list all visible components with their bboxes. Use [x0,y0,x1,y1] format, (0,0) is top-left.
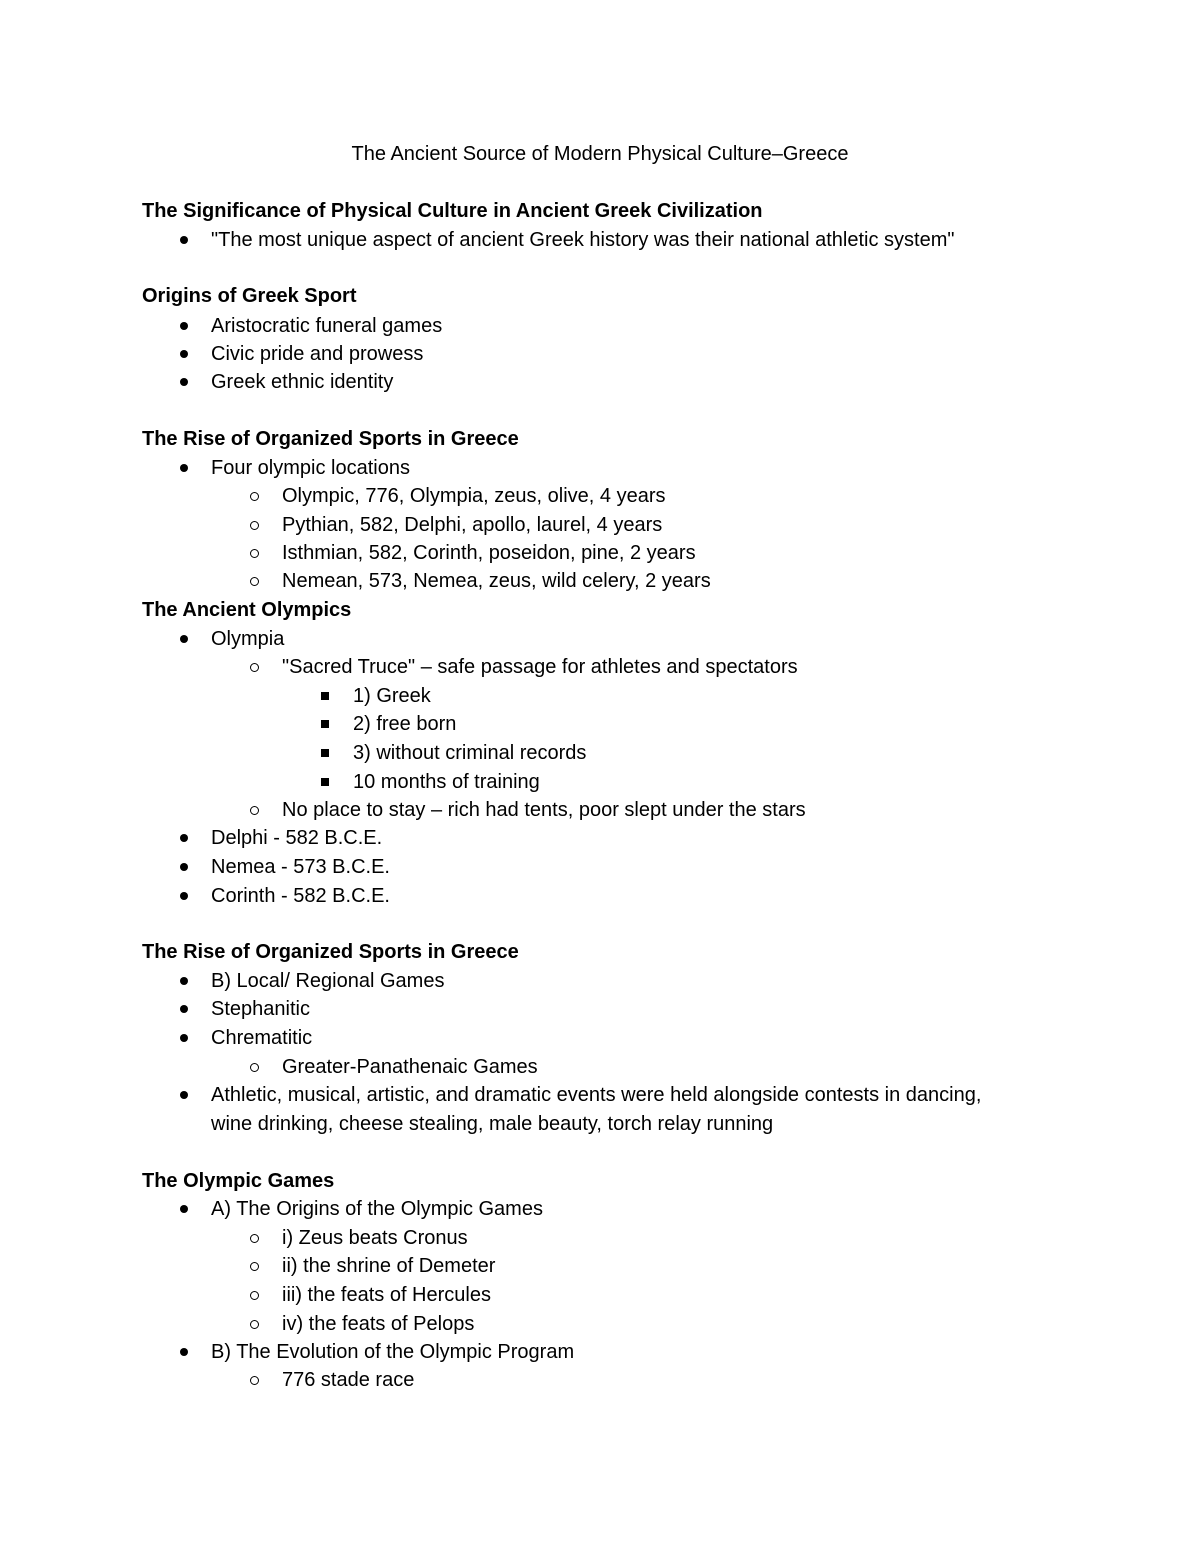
list-subitem: ii) the shrine of Demeter [282,1252,495,1280]
list-subitem: Pythian, 582, Delphi, apollo, laurel, 4 years [282,511,662,539]
bullet-disc-icon [180,1005,188,1013]
list-item: Aristocratic funeral games [211,312,442,340]
bullet-disc-icon [180,1091,188,1099]
list-item: Four olympic locations [211,454,410,482]
section-heading-significance: The Significance of Physical Culture in Ancient Greek Civilization [142,200,763,222]
list-subsubitem: 3) without criminal records [353,739,586,767]
list-subsubitem: 1) Greek [353,682,431,710]
bullet-square-icon [321,720,329,728]
list-item: Chrematitic [211,1024,312,1052]
bullet-disc-icon [180,863,188,871]
bullet-circle-icon [250,1376,259,1385]
list-item: A) The Origins of the Olympic Games [211,1195,543,1223]
bullet-circle-icon [250,1262,259,1271]
bullet-disc-icon [180,236,188,244]
bullet-disc-icon [180,834,188,842]
list-subsubitem: 2) free born [353,710,456,738]
list-item: "The most unique aspect of ancient Greek history was their national athletic system" [211,226,954,254]
list-subitem: iv) the feats of Pelops [282,1310,474,1338]
list-item: Corinth - 582 B.C.E. [211,882,390,910]
bullet-square-icon [321,692,329,700]
bullet-circle-icon [250,549,259,558]
list-item: Greek ethnic identity [211,368,393,396]
bullet-disc-icon [180,464,188,472]
section-heading-ancient-olympics: The Ancient Olympics [142,599,352,621]
bullet-disc-icon [180,378,188,386]
bullet-disc-icon [180,350,188,358]
bullet-circle-icon [250,521,259,530]
section-heading-rise-organized: The Rise of Organized Sports in Greece [142,428,519,450]
bullet-circle-icon [250,492,259,501]
list-subitem: 776 stade race [282,1366,414,1394]
list-item: Delphi - 582 B.C.E. [211,824,382,852]
list-subitem: Isthmian, 582, Corinth, poseidon, pine, 2 years [282,539,696,567]
list-item: Civic pride and prowess [211,340,423,368]
bullet-disc-icon [180,892,188,900]
list-subitem: No place to stay – rich had tents, poor slept under the stars [282,796,806,824]
list-subitem: i) Zeus beats Cronus [282,1224,468,1252]
document-title: The Ancient Source of Modern Physical Culture–Greece [351,143,849,165]
list-subitem: Greater-Panathenaic Games [282,1053,538,1081]
bullet-disc-icon [180,1034,188,1042]
list-subitem: Olympic, 776, Olympia, zeus, olive, 4 years [282,482,665,510]
list-item: Stephanitic [211,995,310,1023]
list-item: Olympia [211,625,284,653]
bullet-square-icon [321,749,329,757]
list-item: B) The Evolution of the Olympic Program [211,1338,574,1366]
bullet-circle-icon [250,1063,259,1072]
bullet-circle-icon [250,1320,259,1329]
bullet-circle-icon [250,577,259,586]
bullet-disc-icon [180,635,188,643]
bullet-circle-icon [250,806,259,815]
bullet-circle-icon [250,1234,259,1243]
list-subitem: iii) the feats of Hercules [282,1281,491,1309]
section-heading-origins: Origins of Greek Sport [142,285,357,307]
bullet-disc-icon [180,977,188,985]
bullet-circle-icon [250,663,259,672]
list-item: B) Local/ Regional Games [211,967,444,995]
list-subsubitem: 10 months of training [353,768,540,796]
list-item: Athletic, musical, artistic, and dramatic events were held alongside contests in dancing, [211,1081,981,1109]
list-subitem: Nemean, 573, Nemea, zeus, wild celery, 2 years [282,567,711,595]
bullet-circle-icon [250,1291,259,1300]
list-item-continuation: wine drinking, cheese stealing, male beauty, torch relay running [211,1113,774,1135]
bullet-square-icon [321,778,329,786]
bullet-disc-icon [180,322,188,330]
list-item: Nemea - 573 B.C.E. [211,853,390,881]
bullet-disc-icon [180,1348,188,1356]
bullet-disc-icon [180,1205,188,1213]
section-heading-olympic-games: The Olympic Games [142,1170,335,1192]
list-subitem: "Sacred Truce" – safe passage for athletes and spectators [282,653,798,681]
section-heading-rise-organized-2: The Rise of Organized Sports in Greece [142,941,519,963]
